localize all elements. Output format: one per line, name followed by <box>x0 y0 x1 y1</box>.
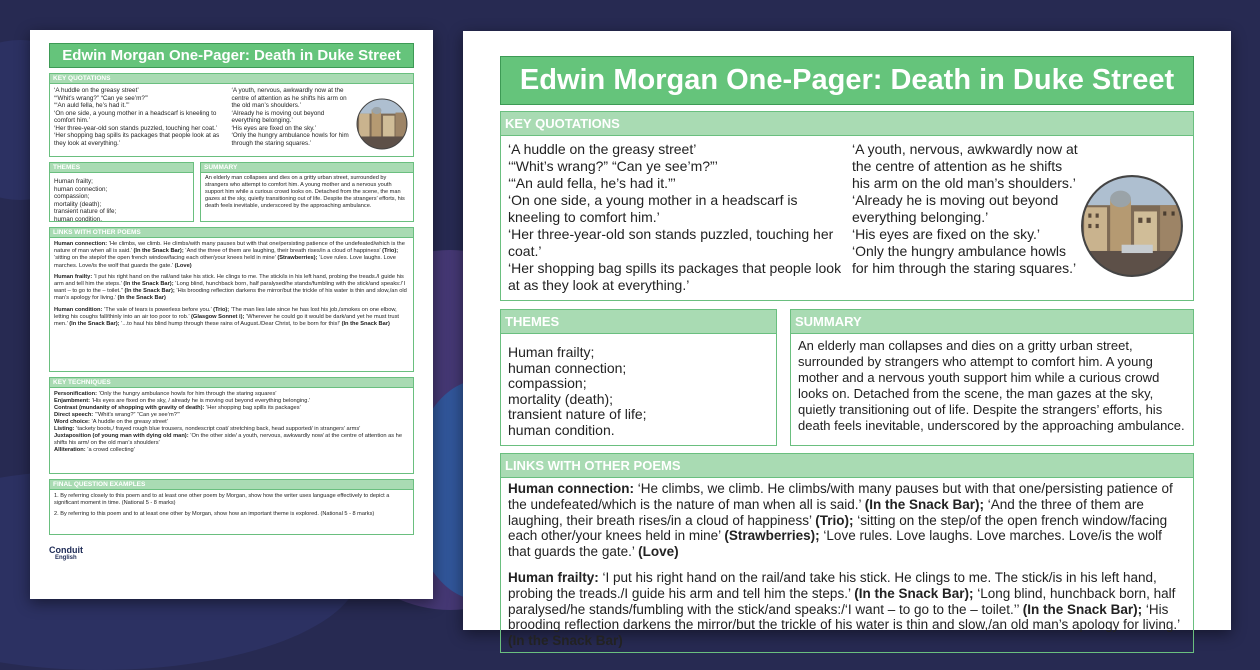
section-heading: SUMMARY <box>791 310 1193 334</box>
quotation: ‘A huddle on the greasy street’ <box>508 141 697 157</box>
quotation: ‘Her shopping bag spills its packages that people look at as they look at everything.’ <box>54 132 220 147</box>
summary-section <box>790 309 1194 446</box>
technique-item: Word choice: ‘A huddle on the greasy street’ <box>54 419 169 425</box>
quotation: ‘“Whit’s wrang?” “Can ye see’m?”’ <box>508 158 718 174</box>
quotation: ‘Her three-year-old son stands puzzled, touching her coat.’ <box>54 124 218 132</box>
page-main <box>463 31 1231 649</box>
link-paragraph: Human connection: ‘He climbs, we climb. He climbs/with many pauses but with that one/persisting patience of the undefeated/which is the nature of man when all is said.’ (In the Snack Bar); ‘And the three of them are laughing, their breath rises/in a cloud of happiness’ (Trio); ‘sitting on the step/of the open french window/facing each other/your knees held in mine’ (Strawberries); ‘Love rules. Love laughs. Love marches. Love/is the wolf that guards the gate.’ (Love) <box>54 241 405 269</box>
link-paragraph: Human frailty: ‘I put his right hand on the rail/and take his stick. He clings to me. The stick/is in his left hand, probing the treads./I guide his arm and tell him the steps.’ (In the Snack Bar); ‘Long blind, hunchback born, half paralysed/he stands/fumbling with the stick/and speaks:/‘I want – to go to the – toilet.’’ (In the Snack Bar); ‘His brooding reflection darkens the mirror/but the trickle of his water is thin and slow,/an old man’s apology for living.’ (In the Snack Bar) <box>54 273 407 302</box>
themes-section <box>49 162 194 222</box>
quotation: ‘Already he is moving out beyond everything belonging.’ <box>231 109 325 124</box>
quotation: ‘“Whit’s wrang?” “Can ye see’m?”’ <box>54 94 149 102</box>
section-heading: KEY TECHNIQUES <box>50 378 413 388</box>
link-paragraph: Human frailty: ‘I put his right hand on the rail/and take his stick. He clings to me. The stick/is in his left hand, probing the treads./I guide his arm and tell him the steps.’ (In the Snack Bar); ‘Long blind, hunchback born, half paralysed/he stands/fumbling with the stick/and speaks:/‘I want – to go to the – toilet.’’ (In the Snack Bar); ‘His brooding reflection darkens the mirror/but the trickle of his water is thin and slow,/an old man’s apology for living.’ (In the Snack Bar) <box>508 569 1180 649</box>
section-heading: LINKS WITH OTHER POEMS <box>50 228 413 238</box>
technique-item: Enjambment: ‘His eyes are fixed on the sky, / already he is moving out beyond everything belonging.’ <box>54 398 311 404</box>
theme-item: mortality (death); <box>54 200 102 208</box>
brand-logo: Conduit English <box>49 545 83 561</box>
quotation: ‘Her three-year-old son stands puzzled, touching her coat.’ <box>508 226 834 259</box>
link-paragraph: Human connection: ‘He climbs, we climb. He climbs/with many pauses but with that one/persisting patience of the undefeated/which is the nature of man when all is said.’ (In the Snack Bar); ‘And the three of them are laughing, their breath rises/in a cloud of happiness’ (Trio); ‘sitting on the step/of the open french window/facing each other/your knees held in mine’ (Strawberries); ‘Love rules. Love laughs. Love marches. Love/is the wolf that guards the gate.’ (Love) <box>508 481 1173 560</box>
techniques-section <box>49 377 414 474</box>
street-photo-image <box>1080 174 1184 278</box>
section-heading: KEY QUOTATIONS <box>50 74 413 84</box>
theme-item: Human frailty; <box>54 178 93 185</box>
quotation: ‘Only the hungry ambulance howls for him through the staring squares.’ <box>231 132 349 147</box>
quotation: ‘On one side, a young mother in a headscarf is kneeling to comfort him.’ <box>54 109 217 124</box>
theme-item: human condition. <box>54 215 102 223</box>
key-quotations-section <box>500 111 1194 301</box>
theme-item: transient nature of life; <box>508 406 647 422</box>
technique-item: Direct speech: ‘“Whit’s wrang?” “Can ye see’m?”’ <box>54 412 181 418</box>
quotation: ‘“An auld fella, he’s had it.”’ <box>508 175 676 191</box>
question-item: 1. By referring closely to this poem and to at least one other poem by Morgan, show how the writer uses language effectively to depict a significant moment in time. (National 5 - 8 marks) <box>54 493 390 506</box>
quotation: ‘“An auld fella, he’s had it.”’ <box>54 102 130 109</box>
summary-text: An elderly man collapses and dies on a gritty urban street, surrounded by strangers who attempt to comfort him. A young mother and a nervous youth support him while a curious crowd looks on. Detached from the scene, the man gazes at the sky, quietly transitioning out of life. Despite the strangers’ efforts, his death feels inevitable, underscored by the approaching ambulance. <box>205 175 405 209</box>
key-quotations-section <box>49 73 414 157</box>
technique-item: Juxtaposition (of young man with dying old man): ‘On the other side/ a youth, nervous, awkwardly now/ at the centre of attention as he shifts his arm/ on the old man’s shoulders’ <box>54 433 403 446</box>
quotation: ‘A youth, nervous, awkwardly now at the centre of attention as he shifts his arm on the old man’s shoulders.’ <box>231 87 347 109</box>
section-heading: KEY QUOTATIONS <box>501 112 1193 136</box>
section-heading: THEMES <box>501 310 776 334</box>
page-title: Edwin Morgan One-Pager: Death in Duke Street <box>500 56 1194 105</box>
section-heading: THEMES <box>50 163 193 173</box>
page-preview-thumbnail <box>30 30 433 599</box>
theme-item: Human frailty; <box>508 344 595 360</box>
links-section <box>500 453 1194 653</box>
question-item: 2. By referring to this poem and to at least one other by Morgan, show how an important theme is explored. (National 5 - 8 marks) <box>54 511 375 517</box>
quotation: ‘Her shopping bag spills its packages that people look at as they look at everything.’ <box>508 260 842 293</box>
theme-item: compassion; <box>54 193 90 200</box>
technique-item: Personification: ‘Only the hungry ambulance howls for him through the staring squares’ <box>54 391 277 397</box>
quotation: ‘His eyes are fixed on the sky.’ <box>852 226 1041 242</box>
summary-text: An elderly man collapses and dies on a gritty urban street, surrounded by strangers who attempt to comfort him. A young mother and a nervous youth support him while a curious crowd looks on. Detached from the scene, the man gazes at the sky, quietly transitioning out of life. Despite the strangers’ efforts, his death feels inevitable, underscored by the approaching ambulance. <box>798 338 1185 433</box>
quotation: ‘A huddle on the greasy street’ <box>54 87 139 94</box>
links-section <box>49 227 414 372</box>
theme-item: human connection; <box>54 185 108 193</box>
technique-item: Alliteration: ‘a crowd collecting’ <box>54 447 135 453</box>
section-heading: FINAL QUESTION EXAMPLES <box>50 480 413 490</box>
final-questions-section <box>49 479 414 535</box>
link-paragraph: Human condition: ‘The vale of tears is powerless before you.’ (Trio); ‘The man lies late since he has lost his job,/smokes on one elbow, letting his coughs fall/thinly into an air too poor to rob.’ (Glasgow Sonnet i); ‘Wherever he could go it would be dark/and yet he must trust men.’ (In the Snack Bar); ‘...to haul his blind hump through these rains of August./Dear Christ, to be born for this!’ (In the Snack Bar) <box>54 306 399 328</box>
summary-section <box>200 162 414 222</box>
street-photo-image <box>356 98 408 150</box>
technique-item: Contrast (mundanity of shopping with gravity of death): ‘Her shopping bag spills its packages’ <box>54 405 301 411</box>
quotation: ‘On one side, a young mother in a headscarf is kneeling to comfort him.’ <box>508 192 798 225</box>
quotation: ‘Only the hungry ambulance howls for him through the staring squares.’ <box>852 243 1077 276</box>
theme-item: human connection; <box>508 359 627 376</box>
theme-item: transient nature of life; <box>54 208 117 215</box>
section-heading: LINKS WITH OTHER POEMS <box>501 454 1193 478</box>
quotation: ‘His eyes are fixed on the sky.’ <box>231 124 317 132</box>
page-title: Edwin Morgan One-Pager: Death in Duke Street <box>49 43 414 68</box>
theme-item: human condition. <box>508 421 615 438</box>
section-heading: SUMMARY <box>201 163 413 173</box>
quotation: ‘Already he is moving out beyond everything belonging.’ <box>852 192 1059 225</box>
quotation: ‘A youth, nervous, awkwardly now at the centre of attention as he shifts his arm on the old man’s shoulders.’ <box>852 141 1078 191</box>
theme-item: compassion; <box>508 375 587 391</box>
themes-section <box>500 309 777 446</box>
technique-item: Listing: ‘tackety boots,/ frayed rough blue trousers, nondescript coat/ stretching back, head supported/ in strangers’ arms’ <box>54 426 361 432</box>
theme-item: mortality (death); <box>508 390 614 407</box>
